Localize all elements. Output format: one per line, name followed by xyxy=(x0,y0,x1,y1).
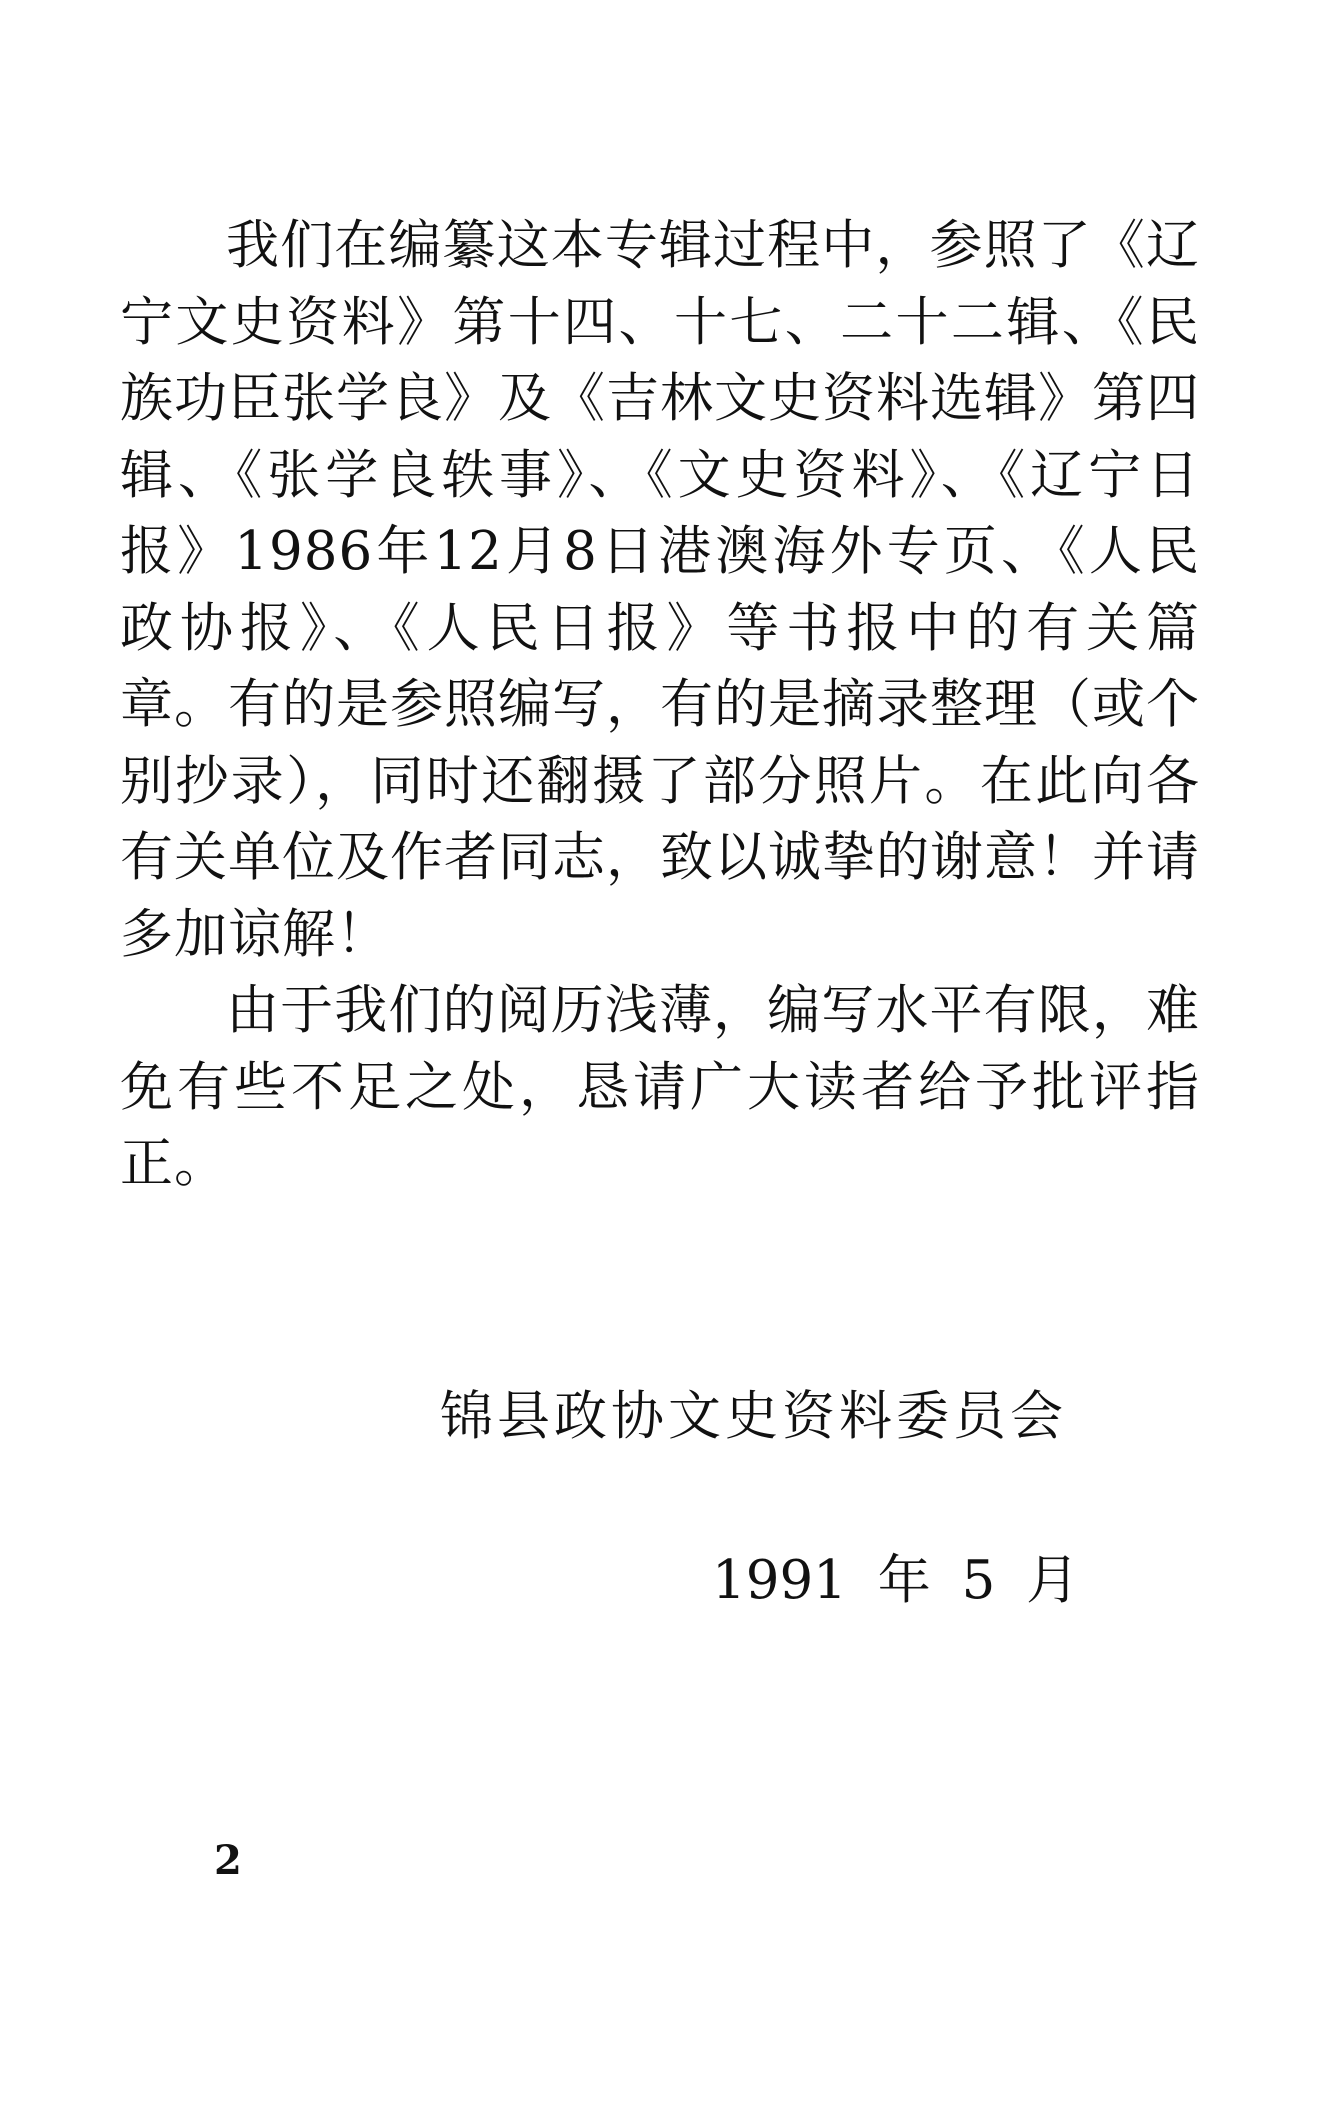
signature: 锦县政协文史资料委员会 xyxy=(440,1386,1067,1447)
body-text xyxy=(120,208,1200,1203)
page-number: 2 xyxy=(214,1837,242,1884)
paragraph-acknowledgement: 我们在编纂这本专辑过程中，参照了《辽宁文史资料》第十四、十七、二十二辑、《民族功臣张学良》及《吉林文史资料选辑》第四辑、《张学良轶事》、《文史资料》、《辽宁日报》1986年12月8日港澳海外专页、《人民政协报》、《人民日报》等书报中的有关篇章。有的是参照编写，有的是摘录整理（或个别抄录），同时还翻摄了部分照片。在此向各有关单位及作者同志，致以诚挚的谢意！并请多加谅解！ xyxy=(120,215,1200,965)
date: 1991 年 5 月 xyxy=(712,1550,1080,1611)
paragraph-apology: 由于我们的阅历浅薄，编写水平有限，难免有些不足之处，恳请广大读者给予批评指正。 xyxy=(120,980,1200,1194)
